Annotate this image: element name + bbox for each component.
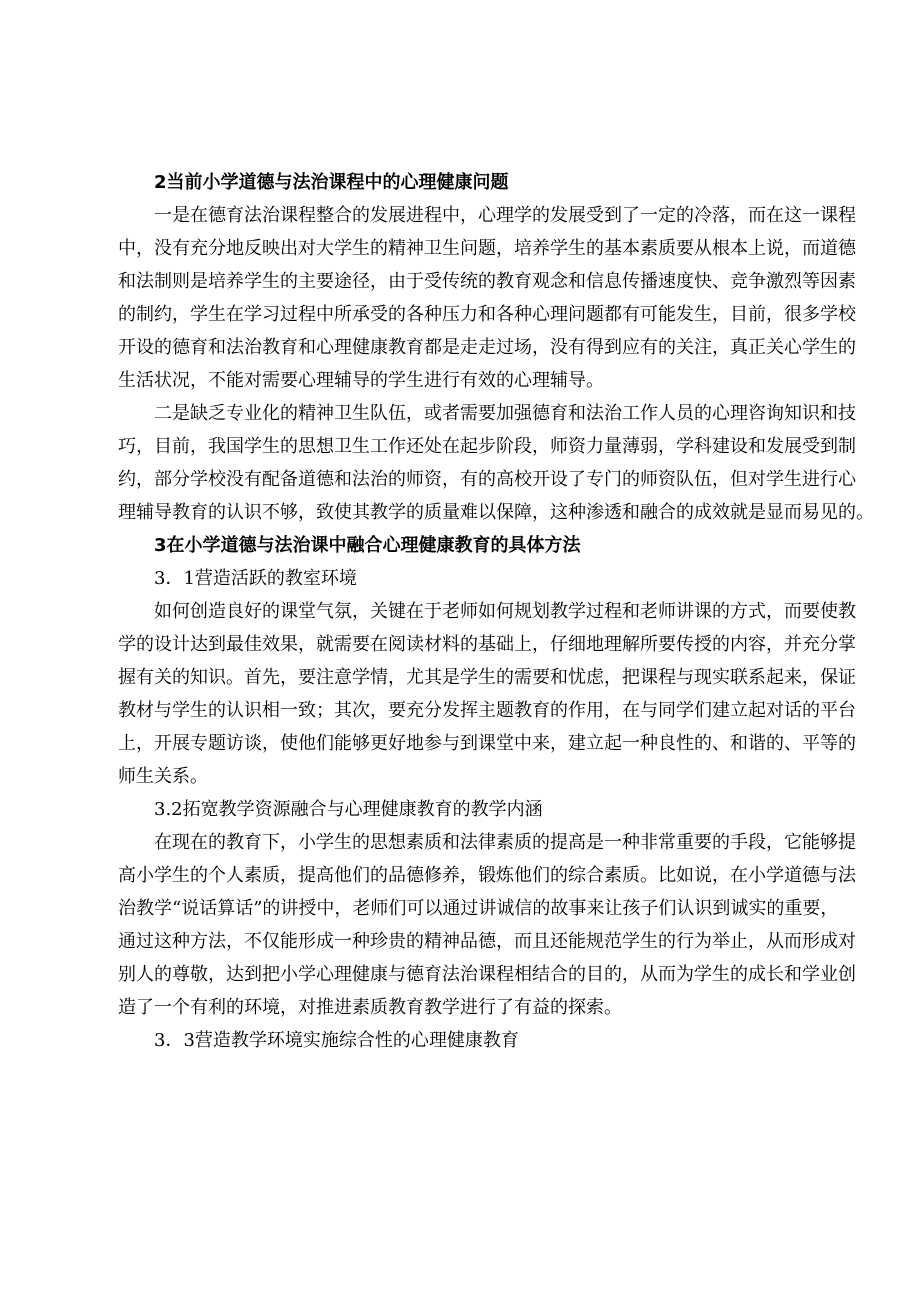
text-line: 别人的尊敬，达到把小学心理健康与德育法治课程相结合的目的，从而为学生的成长和学业创 bbox=[118, 964, 856, 985]
text-line: 巧，目前，我国学生的思想卫生工作还处在起步阶段，师资力量薄弱，学科建设和发展受到制 bbox=[118, 436, 856, 457]
subsection-3-2-heading: 3.2拓宽教学资源融合与心理健康教育的教学内涵 bbox=[154, 799, 543, 820]
text-line: 的制约，学生在学习过程中所承受的各种压力和各种心理问题都有可能发生，目前，很多学校 bbox=[118, 304, 856, 325]
subsection-3-3-heading: 3．3营造教学环境实施综合性的心理健康教育 bbox=[154, 1030, 519, 1051]
document-body bbox=[118, 166, 874, 1057]
text-line: 高小学生的个人素质，提高他们的品德修养，锻炼他们的综合素质。比如说，在小学道德与法 bbox=[118, 865, 856, 886]
text-line: 师生关系。 bbox=[118, 766, 208, 787]
section-3-heading: 3在小学道德与法治课中融合心理健康教育的具体方法 bbox=[154, 535, 581, 556]
section-2-heading: 2当前小学道德与法治课程中的心理健康问题 bbox=[154, 172, 509, 193]
text-line: 一是在德育法治课程整合的发展进程中，心理学的发展受到了一定的冷落，而在这一课程 bbox=[154, 205, 856, 226]
text-line: 二是缺乏专业化的精神卫生队伍，或者需要加强德育和法治工作人员的心理咨询知识和技 bbox=[154, 403, 856, 424]
text-line: 治教学“说话算话”的讲授中，老师们可以通过讲诚信的故事来让孩子们认识到诚实的重要， bbox=[118, 898, 839, 919]
subsection-3-2-paragraph bbox=[118, 826, 856, 1024]
section-2-paragraph-2 bbox=[118, 397, 874, 529]
text-line: 教材与学生的认识相一致；其次，要充分发挥主题教育的作用，在与同学们建立起对话的平台 bbox=[118, 700, 856, 721]
text-line: 如何创造良好的课堂气氛，关键在于老师如何规划教学过程和老师讲课的方式，而要使教 bbox=[154, 601, 856, 622]
text-line: 上，开展专题访谈，使他们能够更好地参与到课堂中来，建立起一种良性的、和谐的、平等的 bbox=[118, 733, 856, 754]
text-line: 约，部分学校没有配备道德和法治的师资，有的高校开设了专门的师资队伍，但对学生进行心 bbox=[118, 469, 856, 490]
text-line: 理辅导教育的认识不够，致使其教学的质量难以保障，这种渗透和融合的成效就是显而易见的。 bbox=[118, 502, 874, 523]
text-line: 和法制则是培养学生的主要途径，由于受传统的教育观念和信息传播速度快、竞争激烈等因素 bbox=[118, 271, 856, 292]
text-line: 学的设计达到最佳效果，就需要在阅读材料的基础上，仔细地理解所要传授的内容，并充分掌 bbox=[118, 634, 856, 655]
text-line: 握有关的知识。首先，要注意学情，尤其是学生的需要和忧虑，把课程与现实联系起来，保证 bbox=[118, 667, 856, 688]
section-2-paragraph-1 bbox=[118, 199, 856, 397]
text-line: 通过这种方法，不仅能形成一种珍贵的精神品德，而且还能规范学生的行为举止，从而形成对 bbox=[118, 931, 856, 952]
text-line: 造了一个有利的环境，对推进素质教育教学进行了有益的探索。 bbox=[118, 997, 622, 1018]
text-line: 生活状况，不能对需要心理辅导的学生进行有效的心理辅导。 bbox=[118, 370, 604, 391]
text-line: 中，没有充分地反映出对大学生的精神卫生问题，培养学生的基本素质要从根本上说，而道德 bbox=[118, 238, 856, 259]
text-line: 在现在的教育下，小学生的思想素质和法律素质的提高是一种非常重要的手段，它能够提 bbox=[154, 832, 856, 853]
subsection-3-1-heading: 3．1营造活跃的教室环境 bbox=[154, 568, 357, 589]
text-line: 开设的德育和法治教育和心理健康教育都是走走过场，没有得到应有的关注，真正关心学生的 bbox=[118, 337, 856, 358]
subsection-3-1-paragraph bbox=[118, 595, 856, 793]
